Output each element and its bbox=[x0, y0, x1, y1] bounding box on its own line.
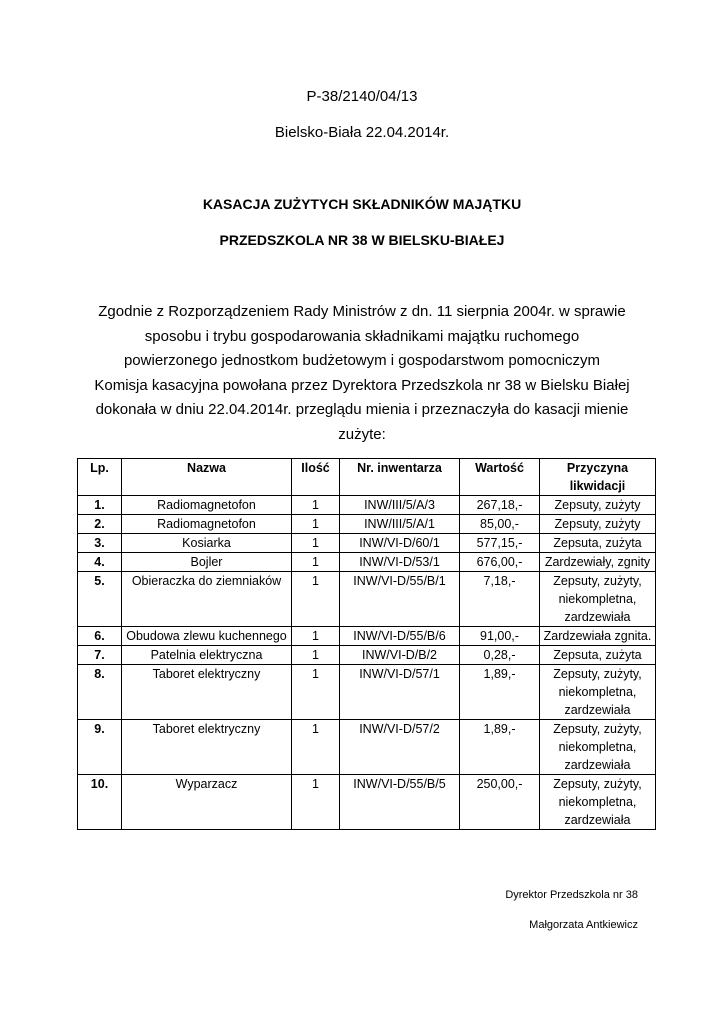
cell-inventory-number: INW/VI-D/57/2 bbox=[340, 720, 460, 775]
cell-name: Patelnia elektryczna bbox=[122, 646, 292, 665]
table-row bbox=[78, 627, 656, 646]
cell-lp: 3. bbox=[78, 534, 122, 553]
table-row bbox=[78, 515, 656, 534]
cell-lp: 10. bbox=[78, 775, 122, 830]
cell-qty: 1 bbox=[292, 534, 340, 553]
cell-value: 250,00,- bbox=[460, 775, 540, 830]
cell-reason: Zardzewiały, zgnity bbox=[540, 553, 656, 572]
cell-reason: Zepsuty, zużyty, niekompletna, zardzewiała bbox=[540, 665, 656, 720]
cell-reason: Zardzewiała zgnita. bbox=[540, 627, 656, 646]
cell-qty: 1 bbox=[292, 646, 340, 665]
table-row bbox=[78, 720, 656, 775]
cell-inventory-number: INW/VI-D/60/1 bbox=[340, 534, 460, 553]
header-qty: Ilość bbox=[292, 459, 340, 496]
cell-lp: 5. bbox=[78, 572, 122, 627]
cell-value: 577,15,- bbox=[460, 534, 540, 553]
cell-inventory-number: INW/VI-D/55/B/1 bbox=[340, 572, 460, 627]
cell-qty: 1 bbox=[292, 496, 340, 515]
cell-qty: 1 bbox=[292, 720, 340, 775]
document-reference: P-38/2140/04/13 bbox=[306, 88, 418, 105]
cell-name: Radiomagnetofon bbox=[122, 496, 292, 515]
cell-name: Obieraczka do ziemniaków bbox=[122, 572, 292, 627]
cell-lp: 7. bbox=[78, 646, 122, 665]
cell-qty: 1 bbox=[292, 665, 340, 720]
cell-inventory-number: INW/VI-D/55/B/6 bbox=[340, 627, 460, 646]
cell-qty: 1 bbox=[292, 627, 340, 646]
cell-inventory-number: INW/III/5/A/1 bbox=[340, 515, 460, 534]
header-lp: Lp. bbox=[78, 459, 122, 496]
cell-value: 91,00,- bbox=[460, 627, 540, 646]
cell-lp: 1. bbox=[78, 496, 122, 515]
intro-line: Komisja kasacyjna powołana przez Dyrektora Przedszkola nr 38 w Bielsku Białej bbox=[94, 376, 630, 394]
document-title-line-1: KASACJA ZUŻYTYCH SKŁADNIKÓW MAJĄTKU bbox=[202, 196, 522, 212]
cell-lp: 2. bbox=[78, 515, 122, 534]
cell-reason: Zepsuta, zużyta bbox=[540, 646, 656, 665]
header-name: Nazwa bbox=[122, 459, 292, 496]
intro-line: zużyte: bbox=[338, 425, 386, 443]
cell-lp: 9. bbox=[78, 720, 122, 775]
cell-name: Taboret elektryczny bbox=[122, 665, 292, 720]
cell-value: 267,18,- bbox=[460, 496, 540, 515]
cell-name: Obudowa zlewu kuchennego bbox=[122, 627, 292, 646]
intro-line: sposobu i trybu gospodarowania składnikami majątku ruchomego bbox=[144, 327, 580, 345]
cell-inventory-number: INW/VI-D/55/B/5 bbox=[340, 775, 460, 830]
table-row bbox=[78, 553, 656, 572]
table-row bbox=[78, 646, 656, 665]
cell-qty: 1 bbox=[292, 775, 340, 830]
cell-inventory-number: INW/VI-D/53/1 bbox=[340, 553, 460, 572]
cell-inventory-number: INW/VI-D/57/1 bbox=[340, 665, 460, 720]
header-value: Wartość bbox=[460, 459, 540, 496]
cell-reason: Zepsuty, zużyty, niekompletna, zardzewiała bbox=[540, 775, 656, 830]
cell-name: Taboret elektryczny bbox=[122, 720, 292, 775]
intro-paragraph bbox=[74, 300, 650, 448]
cell-name: Kosiarka bbox=[122, 534, 292, 553]
cell-reason: Zepsuty, zużyty, niekompletna, zardzewiała bbox=[540, 572, 656, 627]
cell-lp: 4. bbox=[78, 553, 122, 572]
table-header-row bbox=[78, 459, 656, 496]
intro-line: powierzonego jednostkom budżetowym i gospodarstwom pomocniczym bbox=[123, 352, 601, 370]
table-row bbox=[78, 775, 656, 830]
cell-reason: Zepsuta, zużyta bbox=[540, 534, 656, 553]
cell-reason: Zepsuty, zużyty, niekompletna, zardzewiała bbox=[540, 720, 656, 775]
place-and-date: Bielsko-Biała 22.04.2014r. bbox=[274, 124, 450, 141]
cell-value: 85,00,- bbox=[460, 515, 540, 534]
cell-value: 676,00,- bbox=[460, 553, 540, 572]
cell-name: Bojler bbox=[122, 553, 292, 572]
header-inventory-number: Nr. inwentarza bbox=[340, 459, 460, 496]
cell-inventory-number: INW/III/5/A/3 bbox=[340, 496, 460, 515]
cell-name: Radiomagnetofon bbox=[122, 515, 292, 534]
table-body bbox=[78, 496, 656, 830]
document-title-line-2: PRZEDSZKOLA NR 38 W BIELSKU-BIAŁEJ bbox=[219, 232, 505, 248]
cell-name: Wyparzacz bbox=[122, 775, 292, 830]
signature-name: Małgorzata Antkiewicz bbox=[529, 919, 638, 931]
intro-line: dokonała w dniu 22.04.2014r. przeglądu mienia i przeznaczyła do kasacji mienie bbox=[95, 401, 629, 419]
cell-value: 7,18,- bbox=[460, 572, 540, 627]
cell-lp: 8. bbox=[78, 665, 122, 720]
cell-qty: 1 bbox=[292, 515, 340, 534]
cell-reason: Zepsuty, zużyty bbox=[540, 496, 656, 515]
table-row bbox=[78, 572, 656, 627]
table-row bbox=[78, 665, 656, 720]
signature-title: Dyrektor Przedszkola nr 38 bbox=[505, 889, 638, 901]
table-row bbox=[78, 534, 656, 553]
cell-inventory-number: INW/VI-D/B/2 bbox=[340, 646, 460, 665]
items-table bbox=[77, 458, 656, 830]
header-reason: Przyczyna likwidacji bbox=[540, 459, 656, 496]
cell-reason: Zepsuty, zużyty bbox=[540, 515, 656, 534]
cell-lp: 6. bbox=[78, 627, 122, 646]
cell-value: 0,28,- bbox=[460, 646, 540, 665]
table-row bbox=[78, 496, 656, 515]
cell-qty: 1 bbox=[292, 572, 340, 627]
intro-line: Zgodnie z Rozporządzeniem Rady Ministrów z dn. 11 sierpnia 2004r. w sprawie bbox=[98, 303, 626, 320]
cell-value: 1,89,- bbox=[460, 665, 540, 720]
cell-qty: 1 bbox=[292, 553, 340, 572]
cell-value: 1,89,- bbox=[460, 720, 540, 775]
